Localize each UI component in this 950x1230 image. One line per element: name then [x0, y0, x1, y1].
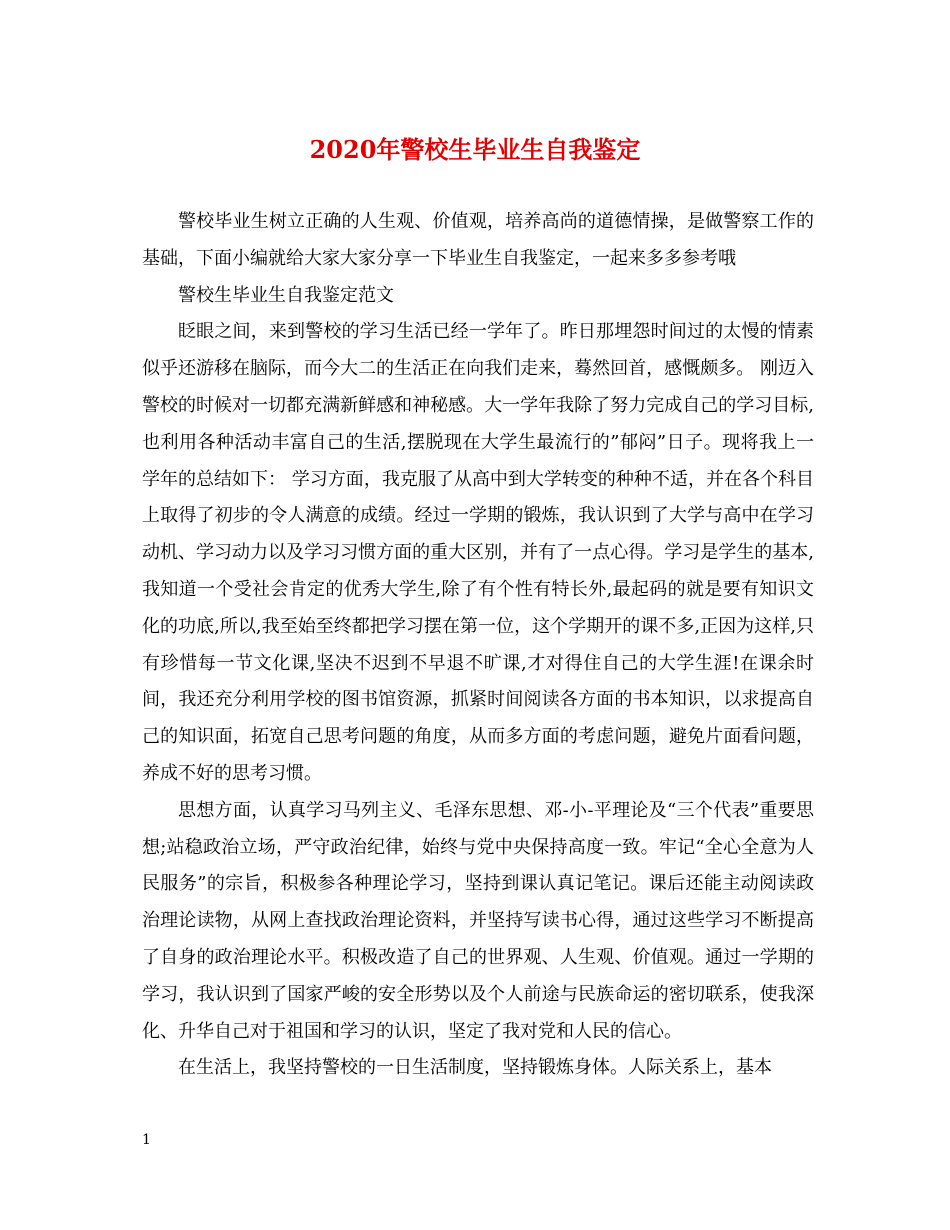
paragraph-subheading: 警校生毕业生自我鉴定范文: [178, 284, 394, 306]
document-body: [142, 204, 814, 1087]
paragraph-thought: 思想方面，认真学习马列主义、毛泽东思想、邓-小-平理论及“三个代表”重要思想;站稳政治立场，严守政治纪律，始终与党中央保持高度一致。牢记“全心全意为人民服务”的宗旨，积极参各种理论学习，坚持到课认真记笔记。课后还能主动阅读政治理论读物，从网上查找政治理论资料，并坚持写读书心得，通过这些学习不断提高了自身的政治理论水平。积极改造了自己的世界观、人生观、价值观。通过一学期的学习，我认识到了国家严峻的安全形势以及个人前途与民族命运的密切联系，使我深化、升华自己对于祖国和学习的认识，坚定了我对党和人民的信心。: [142, 799, 814, 1042]
document-title: 2020年警校生毕业生自我鉴定: [309, 135, 641, 164]
paragraph-intro: 警校毕业生树立正确的人生观、价值观，培养高尚的道德情操，是做警察工作的基础，下面小编就给大家大家分享一下毕业生自我鉴定，一起来多多参考哦: [142, 211, 814, 269]
paragraph-study: 眨眼之间，来到警校的学习生活已经一学年了。昨日那埋怨时间过的太慢的情素似乎还游移在脑际，而今大二的生活正在向我们走来，蓦然回首，感慨颇多。 刚迈入警校的时候对一切都充满新鲜感和神秘感。大一学年我除了努力完成自己的学习目标,也利用各种活动丰富自己的生活,摆脱现在大学生最流行的”郁闷”日子。现将我上一学年的总结如下： 学习方面，我克服了从高中到大学转变的种种不适，并在各个科目上取得了初步的令人满意的成绩。经过一学期的锻炼，我认识到了大学与高中在学习动机、学习动力以及学习习惯方面的重大区别，并有了一点心得。学习是学生的基本,我知道一个受社会肯定的优秀大学生,除了有个性有特长外,最起码的就是要有知识文化的功底,所以,我至始至终都把学习摆在第一位，这个学期开的课不多,正因为这样,只有珍惜每一节文化课,坚决不迟到不早退不旷课,才对得住自己的大学生涯!在课余时间，我还充分利用学校的图书馆资源，抓紧时间阅读各方面的书本知识，以求提高自己的知识面，拓宽自己思考问题的角度，从而多方面的考虑问题，避免片面看问题，养成不好的思考习惯。: [142, 321, 814, 784]
page-number: 1: [142, 1132, 151, 1148]
paragraph-life: 在生活上，我坚持警校的一日生活制度，坚持锻炼身体。人际关系上，基本: [178, 1057, 772, 1079]
